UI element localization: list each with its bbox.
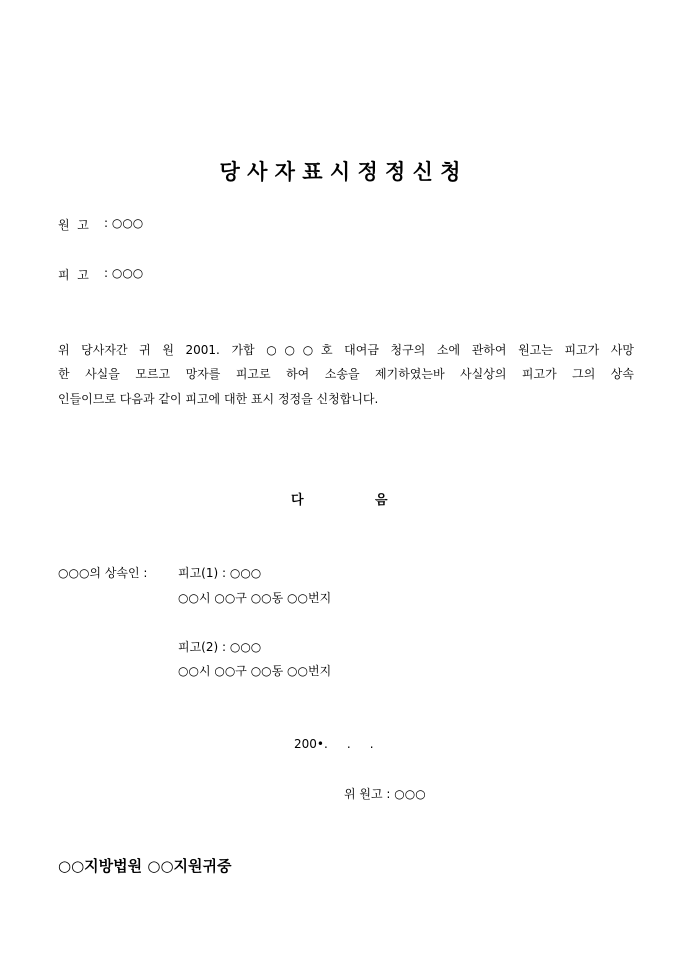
- defendant-label: 피 고: [58, 268, 89, 282]
- body-line-1: 위 당사자간 귀 원 2001. 가합 ○○○호 대여금 청구의 소에 관하여 원고는 피고가 사망: [58, 343, 634, 357]
- heading-left: 다: [291, 493, 304, 508]
- court-addressee: ○○지방법원 ○○지원귀중: [58, 857, 232, 875]
- heir-2-name: 피고(2) : ○○○: [178, 640, 262, 654]
- heir-1-address: ○○시 ○○구 ○○동 ○○번지: [178, 591, 332, 605]
- plaintiff-value: : ○○○: [104, 216, 144, 230]
- heading-right: 음: [375, 493, 388, 508]
- heir-1-name: 피고(1) : ○○○: [178, 566, 262, 580]
- body-line-2: 한 사실을 모르고 망자를 피고로 하여 소송을 제기하였는바 사실상의 피고가 그의 상속: [58, 367, 634, 381]
- defendant-value: : ○○○: [104, 266, 144, 280]
- heir-2-address: ○○시 ○○구 ○○동 ○○번지: [178, 664, 332, 678]
- date-line: 200•. . .: [294, 737, 374, 751]
- page-title: 당 사 자 표 시 정 정 신 청: [219, 159, 461, 184]
- body-line-3: 인들이므로 다음과 같이 피고에 대한 표시 정정을 신청합니다.: [58, 392, 379, 406]
- heirs-label: ○○○의 상속인 :: [58, 566, 148, 580]
- plaintiff-label: 원 고: [58, 218, 89, 232]
- signer-line: 위 원고 : ○○○: [344, 787, 426, 801]
